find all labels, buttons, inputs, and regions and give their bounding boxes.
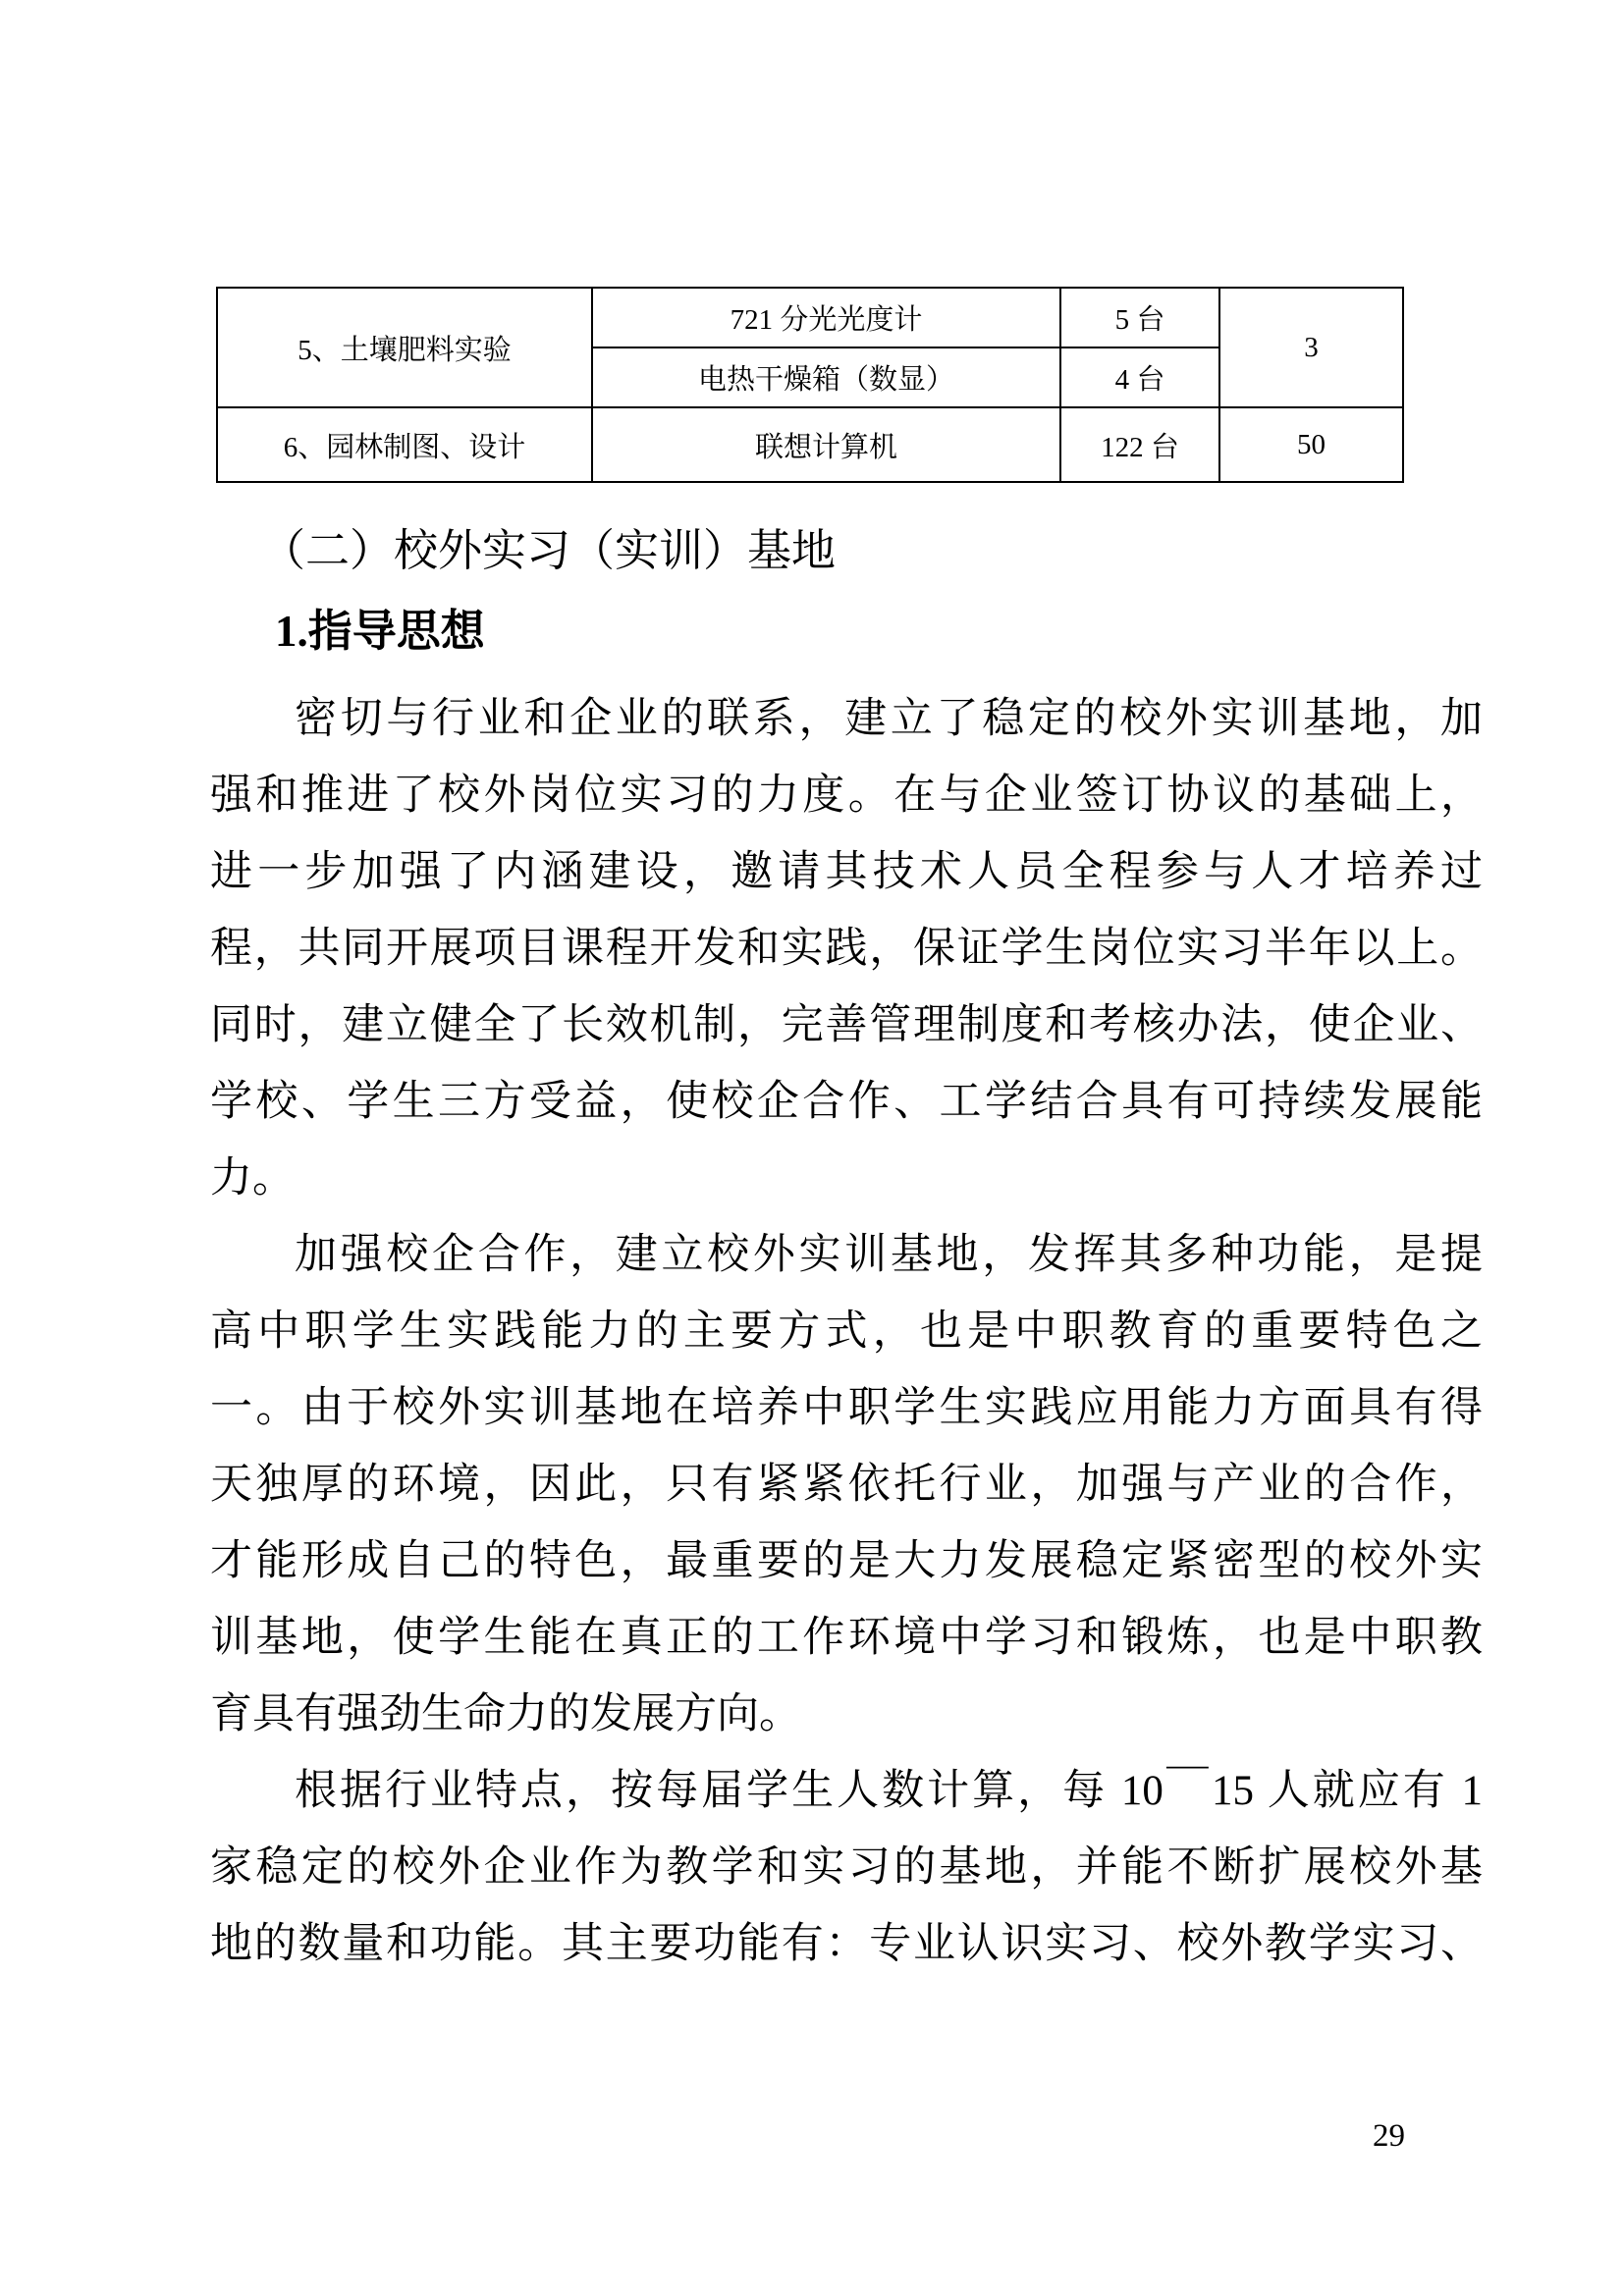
paragraph-3-line: 家稳定的校外企业作为教学和实习的基地，并能不断扩展校外基 <box>210 1844 1483 1891</box>
count-cell: 3 <box>1219 288 1403 407</box>
paragraph-3-line: 地的数量和功能。其主要功能有：专业认识实习、校外教学实习、 <box>210 1921 1483 1967</box>
sub-heading: 1.指导思想 <box>275 607 485 656</box>
equipment-qty-cell: 4 台 <box>1060 347 1219 407</box>
paragraph-2-line: 育具有强劲生命力的发展方向。 <box>210 1691 801 1737</box>
paragraph-1-line: 进一步加强了内涵建设，邀请其技术人员全程参与人才培养过 <box>210 849 1483 895</box>
course-cell: 5、土壤肥料实验 <box>217 288 592 407</box>
paragraph-1-line: 强和推进了校外岗位实习的力度。在与企业签订协议的基础上， <box>210 773 1483 819</box>
equipment-table <box>216 287 1404 483</box>
table-row <box>217 288 1403 347</box>
equipment-name-cell: 联想计算机 <box>592 407 1060 482</box>
paragraph-2-line: 一。由于校外实训基地在培养中职学生实践应用能力方面具有得 <box>210 1385 1483 1431</box>
paragraph-2-line: 高中职学生实践能力的主要方式，也是中职教育的重要特色之 <box>210 1308 1483 1355</box>
equipment-qty-cell: 5 台 <box>1060 288 1219 347</box>
document-body <box>210 681 1483 1983</box>
paragraph-2-line: 加强校企合作，建立校外实训基地，发挥其多种功能，是提 <box>295 1232 1483 1278</box>
section-heading: （二）校外实习（实训）基地 <box>261 526 837 575</box>
paragraph-1-line: 密切与行业和企业的联系，建立了稳定的校外实训基地，加 <box>295 696 1483 742</box>
table-row <box>217 407 1403 482</box>
paragraph-1-line: 同时，建立健全了长效机制，完善管理制度和考核办法，使企业、 <box>210 1002 1483 1048</box>
paragraph-2-line: 训基地，使学生能在真正的工作环境中学习和锻炼，也是中职教 <box>210 1615 1483 1661</box>
paragraph-2-line: 才能形成自己的特色，最重要的是大力发展稳定紧密型的校外实 <box>210 1538 1483 1584</box>
equipment-name-cell: 721 分光光度计 <box>592 288 1060 347</box>
paragraph-2-line: 天独厚的环境，因此，只有紧紧依托行业，加强与产业的合作， <box>210 1462 1483 1508</box>
course-cell: 6、园林制图、设计 <box>217 407 592 482</box>
paragraph-1-line: 力。 <box>210 1155 295 1201</box>
count-cell: 50 <box>1219 407 1403 482</box>
equipment-qty-cell: 122 台 <box>1060 407 1219 482</box>
page-number: 29 <box>1373 2118 1405 2154</box>
equipment-name-cell: 电热干燥箱（数显） <box>592 347 1060 407</box>
paragraph-1-line: 程，共同开展项目课程开发和实践，保证学生岗位实习半年以上。 <box>210 926 1483 972</box>
paragraph-3-line: 根据行业特点，按每届学生人数计算，每 10￣15 人就应有 1 <box>295 1768 1483 1814</box>
paragraph-1-line: 学校、学生三方受益，使校企合作、工学结合具有可持续发展能 <box>210 1079 1483 1125</box>
